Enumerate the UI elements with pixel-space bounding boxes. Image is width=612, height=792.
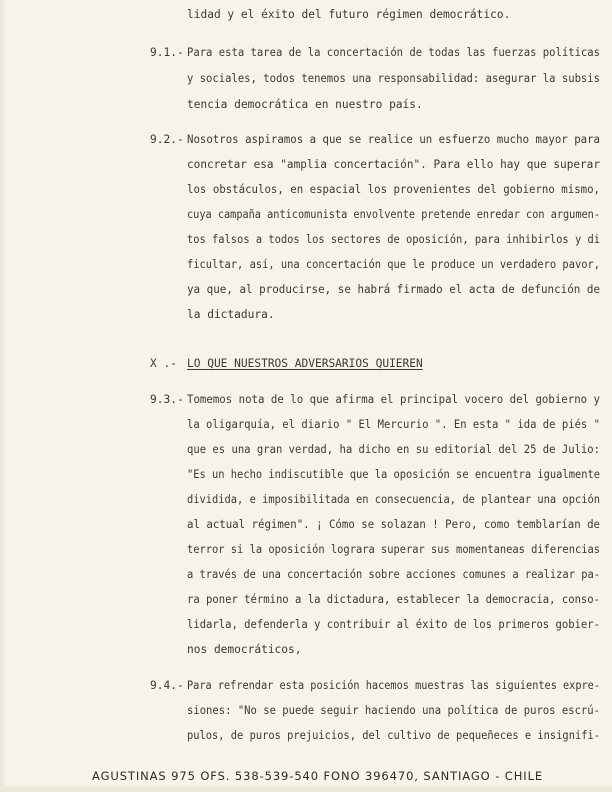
continuation-line: lidad y el éxito del futuro régimen democrático. (187, 8, 511, 21)
paragraph-9-2-line: ya que, al producirse, se habrá firmado el acta de defunción de (187, 283, 601, 296)
paragraph-9-2-line: tos falsos a todos los sectores de oposición, para inhibirlos y di (187, 233, 600, 246)
paragraph-number-9-3: 9.3.- (150, 393, 184, 406)
paragraph-9-1-line: y sociales, todos tenemos una responsabilidad: asegurar la subsis (187, 72, 600, 85)
paragraph-9-3-line: "Es un hecho indiscutible que la oposición se encuentra igualmente (187, 468, 600, 481)
paragraph-9-3-line: la oligarquía, el diario " El Mercurio ". En esta " ida de piés " (187, 418, 600, 431)
scan-edge-bottom (0, 786, 612, 792)
paragraph-9-3-line: nos democráticos, (187, 643, 302, 656)
paragraph-9-2-line: Nosotros aspiramos a que se realice un esfuerzo mucho mayor para (187, 133, 601, 146)
paragraph-9-4-line: pulos, de puros prejuicios, del cultivo de pequeñeces e insignifi- (187, 729, 600, 742)
section-number: X .- (150, 357, 177, 370)
paragraph-number-9-4: 9.4.- (150, 679, 184, 692)
paragraph-9-2-line: cuya campaña anticomunista envolvente pretende enredar con argumen- (187, 208, 601, 221)
scan-edge-left (0, 0, 6, 792)
paragraph-9-3-line: Tomemos nota de lo que afirma el principal vocero del gobierno y (187, 393, 601, 406)
paragraph-9-2-line: ficultar, así, una concertación que le produce un verdadero pavor, (187, 258, 600, 271)
paragraph-9-2-line: la dictadura. (187, 308, 275, 321)
paragraph-9-1-line: Para esta tarea de la concertación de todas las fuerzas políticas (187, 46, 600, 59)
paragraph-9-3-line: dividida, e imposibilitada en consecuencia, de plantear una opción (187, 493, 600, 506)
paragraph-9-3-line: que es una gran verdad, ha dicho en su editorial del 25 de Julio: (187, 443, 600, 456)
paragraph-9-4-line: Para refrendar esta posición hacemos muestras las siguientes expre- (187, 679, 601, 692)
letterhead-footer: AGUSTINAS 975 OFS. 538-539-540 FONO 396470, SANTIAGO - CHILE (92, 769, 544, 783)
paragraph-9-2-line: los obstáculos, en espacial los provenientes del gobierno mismo, (187, 183, 601, 196)
paragraph-number-9-1: 9.1.- (150, 46, 184, 59)
paragraph-9-3-line: lidarla, defenderla y contribuir al éxito de los primeros gobier- (187, 618, 600, 631)
paragraph-9-1-line: tencia democrática en nuestro país. (187, 98, 423, 111)
paragraph-9-3-line: terror si la oposición lograra superar sus momentaneas diferencias (187, 543, 600, 556)
paragraph-number-9-2: 9.2.- (150, 133, 184, 146)
paragraph-9-3-line: al actual régimen". ¡ Cómo se solazan ! Pero, como temblarían de (187, 518, 601, 531)
paragraph-9-3-line: ra poner término a la dictadura, establecer la democracia, conso- (187, 593, 600, 606)
paragraph-9-3-line: a través de una concertación sobre acciones comunes a realizar pa- (187, 568, 600, 581)
section-heading: LO QUE NUESTROS ADVERSARIOS QUIEREN (187, 357, 423, 370)
paragraph-9-4-line: siones: "No se puede seguir haciendo una política de puros escrú- (187, 704, 600, 717)
paragraph-9-2-line: concretar esa "amplia concertación". Para ello hay que superar (187, 158, 601, 171)
